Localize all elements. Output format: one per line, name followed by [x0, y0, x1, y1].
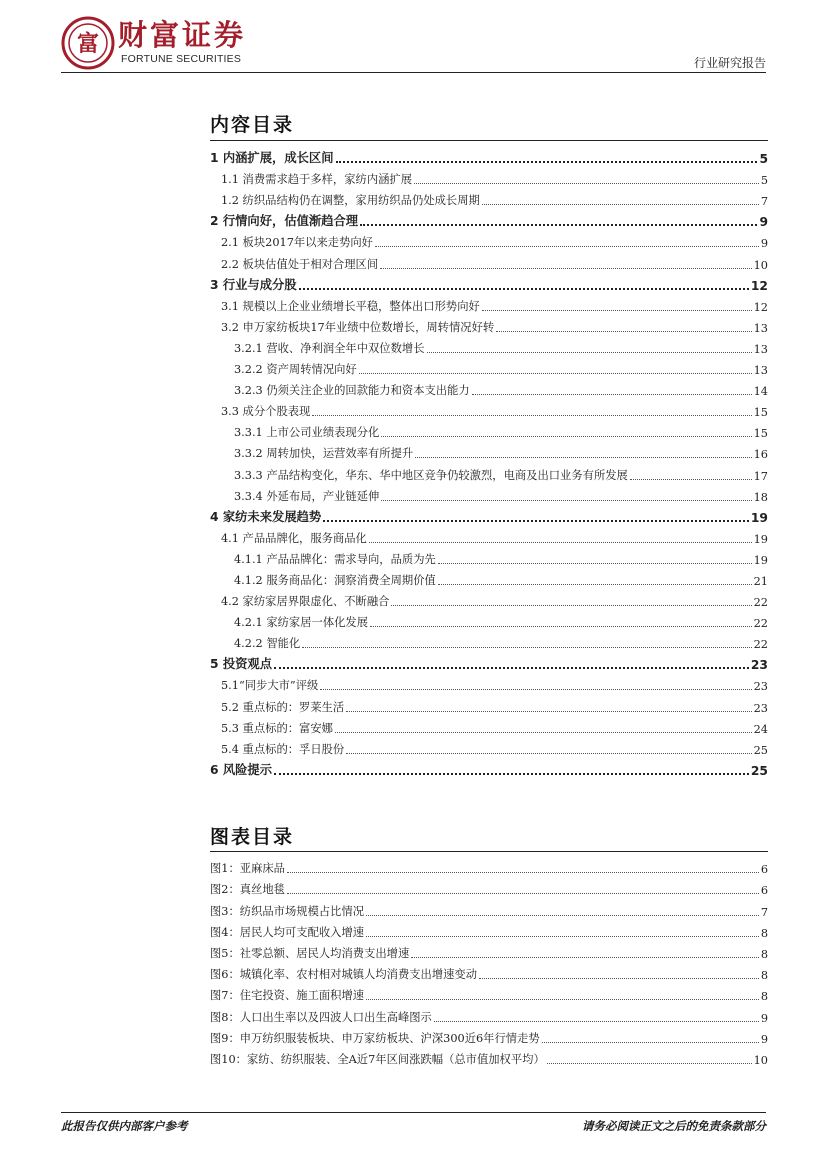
entry-label: 3.1 规模以上企业业绩增长平稳，整体出口形势向好 [221, 299, 480, 313]
dot-leader [438, 584, 752, 585]
dot-leader [299, 288, 749, 290]
toc-entry[interactable] [210, 588, 768, 609]
toc-entry[interactable] [210, 293, 768, 314]
dot-leader [274, 667, 749, 669]
dot-leader [547, 1063, 752, 1064]
entry-label: 3.2.3 仍须关注企业的回款能力和资本支出能力 [234, 384, 470, 398]
dot-leader [479, 978, 759, 979]
entry-page-number: 23 [750, 658, 768, 673]
toc-list [210, 145, 768, 778]
toc-entry[interactable] [210, 693, 768, 714]
entry-label: 3.3 成分个股表现 [221, 405, 311, 419]
figure-entry[interactable] [210, 1046, 768, 1067]
entry-page-number: 6 [760, 863, 768, 877]
entry-page-number: 12 [750, 278, 768, 293]
toc-title-rule [210, 140, 768, 141]
entry-page-number: 13 [753, 342, 768, 356]
dot-leader [359, 373, 752, 374]
entry-page-number: 19 [753, 532, 768, 546]
entry-page-number: 19 [750, 510, 768, 525]
figure-entry[interactable] [210, 855, 768, 876]
toc-entry[interactable] [210, 356, 768, 377]
dot-leader [482, 310, 752, 311]
entry-page-number: 9 [760, 1011, 768, 1025]
entry-label: 3.3.2 周转加快，运营效率有所提升 [234, 447, 414, 461]
entry-label: 2.1 板块2017年以来走势向好 [221, 236, 373, 250]
toc-entry[interactable] [210, 736, 768, 757]
entry-label: 图3：纺织品市场规模占比情况 [210, 904, 365, 918]
header-divider [61, 72, 766, 73]
dot-leader [369, 542, 752, 543]
entry-label: 图9：申万纺织服装板块、申万家纺板块、沪深300近6年行情走势 [210, 1031, 540, 1045]
entry-page-number: 24 [753, 722, 768, 736]
figure-entry[interactable] [210, 982, 768, 1003]
dot-leader [411, 957, 759, 958]
entry-page-number: 19 [753, 553, 768, 567]
entry-page-number: 9 [760, 237, 768, 251]
entry-label: 1 内涵扩展，成长区间 [210, 151, 334, 166]
dot-leader [287, 893, 759, 894]
figures-list [210, 855, 768, 1067]
entry-page-number: 13 [753, 321, 768, 335]
toc-entry[interactable] [210, 398, 768, 419]
footer-disclaimer-right: 请务必阅读正文之后的免责条款部分 [582, 1119, 766, 1133]
entry-page-number: 6 [760, 884, 768, 898]
entry-label: 1.2 纺织品结构仍在调整，家用纺织品仍处成长周期 [221, 194, 480, 208]
toc-entry[interactable] [210, 609, 768, 630]
figures-title: 图表目录 [210, 826, 295, 848]
dot-leader [346, 753, 751, 754]
dot-leader [366, 915, 759, 916]
figure-entry[interactable] [210, 1025, 768, 1046]
dot-leader [391, 605, 751, 606]
entry-page-number: 21 [753, 574, 768, 588]
entry-page-number: 8 [760, 990, 768, 1004]
report-type: 行业研究报告 [693, 56, 766, 70]
dot-leader [323, 520, 749, 522]
toc-entry[interactable] [210, 335, 768, 356]
entry-label: 4 家纺未来发展趋势 [210, 509, 322, 524]
brand-name-en: FORTUNE SECURITIES [121, 53, 242, 65]
dot-leader [381, 436, 751, 437]
dot-leader [312, 415, 751, 416]
toc-entry[interactable] [210, 272, 768, 293]
dot-leader [472, 394, 752, 395]
entry-label: 3.2 申万家纺板块17年业绩中位数增长，周转情况好转 [221, 320, 495, 334]
dot-leader [302, 647, 751, 648]
entry-label: 5.3 重点标的：富安娜 [221, 721, 333, 735]
dot-leader [434, 1021, 759, 1022]
toc-entry[interactable] [210, 314, 768, 335]
dot-leader [496, 331, 751, 332]
entry-page-number: 8 [760, 926, 768, 940]
entry-page-number: 12 [753, 300, 768, 314]
brand-seal-logo [61, 16, 115, 70]
entry-page-number: 22 [753, 617, 768, 631]
entry-label: 图2：真丝地毯 [210, 883, 285, 897]
entry-page-number: 8 [760, 969, 768, 983]
dot-leader [415, 457, 751, 458]
entry-page-number: 25 [753, 743, 768, 757]
entry-label: 1.1 消费需求趋于多样，家纺内涵扩展 [221, 173, 413, 187]
footer-disclaimer-left: 此报告仅供内部客户参考 [61, 1119, 188, 1133]
toc-entry[interactable] [210, 651, 768, 672]
entry-page-number: 5 [759, 152, 768, 167]
entry-page-number: 18 [753, 490, 768, 504]
entry-label: 4.2.1 家纺家居一体化发展 [234, 616, 369, 630]
dot-leader [335, 732, 752, 733]
figure-entry[interactable] [210, 919, 768, 940]
entry-label: 3.2.1 营收、净利润全年中双位数增长 [234, 341, 425, 355]
toc-entry[interactable] [210, 145, 768, 166]
dot-leader [542, 1042, 759, 1043]
dot-leader [336, 161, 758, 163]
entry-label: 图1：亚麻床品 [210, 862, 285, 876]
entry-label: 2 行情向好，估值渐趋合理 [210, 214, 359, 229]
entry-page-number: 23 [753, 701, 768, 715]
entry-page-number: 10 [753, 258, 768, 272]
figures-title-rule [210, 851, 768, 852]
entry-page-number: 17 [753, 469, 768, 483]
entry-page-number: 8 [760, 947, 768, 961]
dot-leader [482, 204, 759, 205]
dot-leader [380, 268, 752, 269]
entry-label: 4.2.2 智能化 [234, 637, 301, 651]
entry-page-number: 10 [753, 1053, 768, 1067]
footer-divider [61, 1112, 766, 1113]
toc-entry[interactable] [210, 757, 768, 778]
entry-page-number: 23 [753, 680, 768, 694]
entry-label: 5.4 重点标的：孚日股份 [221, 742, 345, 756]
dot-leader [360, 224, 757, 226]
toc-entry[interactable] [210, 567, 768, 588]
dot-leader [274, 773, 749, 775]
dot-leader [346, 711, 751, 712]
toc-entry[interactable] [210, 525, 768, 546]
entry-page-number: 16 [753, 448, 768, 462]
entry-label: 图5：社零总额、居民人均消费支出增速 [210, 946, 410, 960]
entry-page-number: 22 [753, 638, 768, 652]
entry-page-number: 7 [760, 195, 768, 209]
entry-label: 3.3.3 产品结构变化，华东、华中地区竞争仍较激烈，电商及出口业务有所发展 [234, 468, 628, 482]
entry-label: 3.2.2 资产周转情况向好 [234, 363, 357, 377]
toc-entry[interactable] [210, 229, 768, 250]
toc-entry[interactable] [210, 208, 768, 229]
toc-entry[interactable] [210, 250, 768, 271]
toc-entry[interactable] [210, 715, 768, 736]
figure-entry[interactable] [210, 1003, 768, 1024]
entry-page-number: 7 [760, 905, 768, 919]
entry-label: 图4：居民人均可支配收入增速 [210, 925, 365, 939]
entry-page-number: 25 [750, 763, 768, 778]
entry-label: 2.2 板块估值处于相对合理区间 [221, 257, 379, 271]
entry-label: 3.3.1 上市公司业绩表现分化 [234, 426, 380, 440]
toc-entry[interactable] [210, 461, 768, 482]
entry-label: 4.1 产品品牌化，服务商品化 [221, 531, 367, 545]
toc-entry[interactable] [210, 440, 768, 461]
entry-page-number: 9 [760, 1032, 768, 1046]
figure-entry[interactable] [210, 940, 768, 961]
entry-label: 4.1.2 服务商品化：洞察消费全周期价值 [234, 573, 436, 587]
toc-entry[interactable] [210, 483, 768, 504]
entry-page-number: 5 [760, 174, 768, 188]
seal-glyph: 富 [76, 31, 100, 57]
entry-label: 5.2 重点标的：罗莱生活 [221, 700, 345, 714]
entry-label: 6 风险提示 [210, 762, 273, 777]
entry-label: 5 投资观点 [210, 657, 273, 672]
entry-label: 4.2 家纺家居界限虚化、不断融合 [221, 595, 390, 609]
figure-entry[interactable] [210, 897, 768, 918]
entry-page-number: 22 [753, 596, 768, 610]
dot-leader [427, 352, 752, 353]
dot-leader [370, 626, 752, 627]
dot-leader [414, 183, 759, 184]
toc-entry[interactable] [210, 546, 768, 567]
entry-label: 3.3.4 外延布局，产业链延伸 [234, 489, 380, 503]
dot-leader [320, 689, 751, 690]
entry-label: 图8：人口出生率以及四波人口出生高峰图示 [210, 1010, 432, 1024]
entry-page-number: 9 [759, 215, 768, 230]
dot-leader [630, 479, 752, 480]
toc-entry[interactable] [210, 187, 768, 208]
figure-entry[interactable] [210, 876, 768, 897]
entry-label: 图7：住宅投资、施工面积增速 [210, 989, 365, 1003]
entry-label: 图10：家纺、纺织服装、全A近7年区间涨跌幅（总市值加权平均） [210, 1052, 545, 1066]
entry-label: 5.1“同步大市”评级 [221, 679, 319, 693]
brand-name-cn: 财富证券 [118, 18, 247, 52]
entry-label: 4.1.1 产品品牌化：需求导向，品质为先 [234, 552, 436, 566]
toc-entry[interactable] [210, 377, 768, 398]
dot-leader [366, 999, 759, 1000]
entry-page-number: 15 [753, 406, 768, 420]
dot-leader [366, 936, 759, 937]
dot-leader [287, 872, 759, 873]
figure-entry[interactable] [210, 961, 768, 982]
toc-title: 内容目录 [210, 114, 295, 136]
dot-leader [381, 500, 751, 501]
dot-leader [375, 246, 759, 247]
dot-leader [438, 563, 752, 564]
entry-page-number: 13 [753, 364, 768, 378]
toc-entry[interactable] [210, 504, 768, 525]
toc-entry[interactable] [210, 419, 768, 440]
entry-page-number: 15 [753, 427, 768, 441]
toc-entry[interactable] [210, 166, 768, 187]
entry-label: 3 行业与成分股 [210, 277, 297, 292]
toc-entry[interactable] [210, 672, 768, 693]
entry-page-number: 14 [753, 385, 768, 399]
entry-label: 图6：城镇化率、农村相对城镇人均消费支出增速变动 [210, 968, 478, 982]
toc-entry[interactable] [210, 630, 768, 651]
